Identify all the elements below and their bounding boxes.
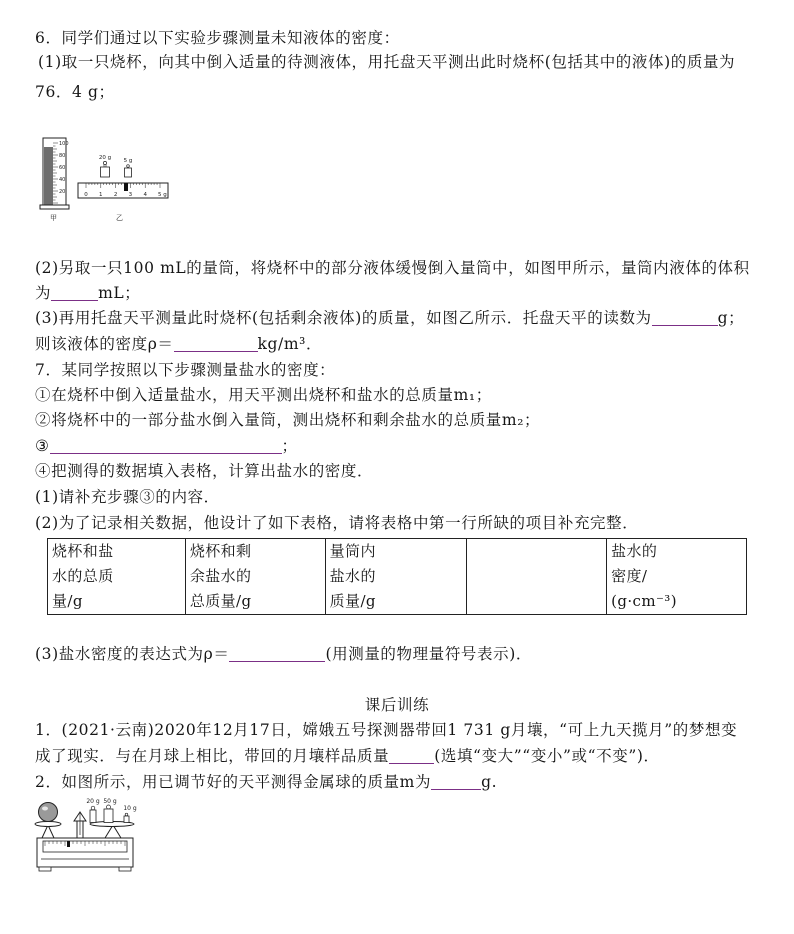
base-rider <box>67 841 70 847</box>
ruler-scale-label: 5 g <box>158 192 167 198</box>
weight-label: 5 g <box>123 158 133 164</box>
q6-density-text: 则该液体的密度ρ＝ <box>35 335 174 353</box>
liquid-column <box>44 147 53 205</box>
table-cell-line: 量筒内 <box>329 542 376 560</box>
weight-20g <box>90 810 96 823</box>
table-header-row <box>48 539 747 615</box>
cylinder-scale-label: 20 <box>59 189 66 195</box>
q7-sub-3-note: (用测量的物理量符号表示)． <box>325 645 532 663</box>
q7-step-3-end: ； <box>281 437 298 455</box>
measuring-cylinder <box>40 138 69 222</box>
table-cell-line: 烧杯和剩 <box>189 542 252 560</box>
ac-q2-unit: g. <box>481 773 498 791</box>
weight-knob <box>103 161 106 164</box>
table-cell-line: 余盐水的 <box>189 567 252 585</box>
q6-part3-line2 <box>35 334 322 354</box>
table-cell-remaining-mass <box>185 539 325 615</box>
figure-label-yi: 乙 <box>116 214 123 222</box>
right-pan-with-weights <box>86 798 137 838</box>
weight-label: 50 g <box>103 798 117 805</box>
beam-scale-ruler <box>78 183 168 198</box>
figure-balance-with-metal-ball <box>33 797 143 875</box>
ac-q1-line1: 1．(2021·云南)2020年12月17日，嫦娥五号探测器带回1 731 g月壤，“可上九天揽月”的梦想变 <box>35 721 738 739</box>
metal-ball <box>39 803 58 822</box>
answer-blank-ball-mass <box>431 774 481 790</box>
ruler-scale-label: 1 <box>99 192 103 198</box>
weight-label: 10 g <box>123 805 137 812</box>
q7-step-2: ②将烧杯中的一部分盐水倒入量筒，测出烧杯和剩余盐水的总质量m₂； <box>35 411 541 429</box>
ruler-scale-label: 2 <box>113 192 118 198</box>
ball-highlight <box>42 807 48 811</box>
weight-label: 20 g <box>86 798 100 805</box>
q7-step-3 <box>35 436 298 456</box>
table-cell-line: 量/g <box>52 592 83 610</box>
cylinder-scale-label: 80 <box>59 153 66 159</box>
q7-stem: 7．某同学按照以下步骤测量盐水的密度： <box>35 361 336 379</box>
table-cell-line: 烧杯和盐 <box>52 542 114 560</box>
cylinder-scale-label: 40 <box>59 177 66 183</box>
table-cell-line: 盐水的 <box>611 542 658 560</box>
table-cell-line: 质量/g <box>329 592 376 610</box>
table-cell-missing-item <box>467 539 607 615</box>
q7-step-1: ①在烧杯中倒入适量盐水，用天平测出烧杯和盐水的总质量m₁； <box>35 386 492 404</box>
q6-density-unit: kg/m³． <box>257 335 323 353</box>
cylinder-scale-label: 100 <box>59 141 69 147</box>
answer-blank-mass <box>652 310 718 326</box>
q7-step-3-marker: ③ <box>35 437 50 455</box>
q6-part2-line1: (2)另取一只100 mL的量筒，将烧杯中的部分液体缓慢倒入量筒中，如图甲所示，量筒内液体的体积 <box>35 259 750 277</box>
ruler-scale-label: 4 <box>143 192 147 198</box>
balance-reading <box>78 155 168 222</box>
answer-blank-volume <box>51 285 98 301</box>
q6-part3-text: (3)再用托盘天平测量此时烧杯(包括剩余液体)的质量，如图乙所示．托盘天平的读数为 <box>35 309 652 327</box>
q6-stem: 6．同学们通过以下实验步骤测量未知液体的密度： <box>35 29 400 47</box>
table-cell-line: 水的总质 <box>52 567 114 585</box>
left-pan <box>35 822 61 827</box>
table-cell-line: 总质量/g <box>189 592 252 610</box>
q6-part3-unit: g； <box>717 309 745 327</box>
ac-q2-line <box>35 772 497 792</box>
q7-sub-3 <box>35 644 532 664</box>
figure-cylinder-and-balance <box>40 132 175 224</box>
cylinder-base <box>40 205 69 209</box>
balance-base <box>37 838 133 871</box>
weight-knob <box>125 813 128 816</box>
figure-label-jia: 甲 <box>50 214 57 222</box>
q6-part2-text: 为 <box>35 284 52 302</box>
weight-label: 20 g <box>98 155 112 161</box>
answer-blank-step3 <box>50 438 282 454</box>
q6-part1-line1: (1)取一只烧杯，向其中倒入适量的待测液体，用托盘天平测出此时烧杯(包括其中的液体)的质量为 <box>38 53 736 71</box>
q6-part2-unit: mL； <box>98 284 141 302</box>
section-heading: 课后训练 <box>364 696 430 714</box>
q6-part1-line2: 76．4 g； <box>35 83 115 101</box>
q7-sub-2: (2)为了记录相关数据，他设计了如下表格，请将表格中第一行所缺的项目补充完整． <box>35 514 639 532</box>
center-pillar <box>74 812 86 838</box>
weight-knob <box>91 806 95 810</box>
salt-water-data-table <box>47 538 747 615</box>
ac-q1-text: 成了现实．与在月球上相比，带回的月壤样品质量 <box>35 747 390 765</box>
ruler-scale-label: 3 <box>128 192 133 198</box>
ac-q2-text: 2．如图所示，用已调节好的天平测得金属球的质量m为 <box>35 773 432 791</box>
weight-20g <box>101 167 110 177</box>
table-cell-cylinder-mass <box>325 539 467 615</box>
weight-knob <box>107 805 111 809</box>
ac-q1-line2 <box>35 746 660 766</box>
base-foot-right <box>119 867 131 871</box>
answer-blank-mass-change <box>389 748 434 764</box>
answer-blank-expression <box>229 646 325 662</box>
weight-50g <box>104 809 113 823</box>
base-foot-left <box>39 867 51 871</box>
q6-part3-line1 <box>35 308 744 328</box>
q6-part2-line2 <box>35 283 140 303</box>
table-cell-total-mass <box>48 539 186 615</box>
weight-5g <box>125 168 132 177</box>
cylinder-scale-label: 60 <box>59 165 66 171</box>
q7-sub-3-text: (3)盐水密度的表达式为ρ＝ <box>35 645 230 663</box>
q7-step-4: ④把测得的数据填入表格，计算出盐水的密度． <box>35 462 374 480</box>
weight-10g <box>124 816 129 823</box>
table-cell-line: 密度/ <box>611 567 648 585</box>
ruler-scale-label: 0 <box>84 192 88 198</box>
weight-knob <box>127 165 130 168</box>
table-cell-line: (g·cm⁻³) <box>611 592 677 610</box>
answer-blank-density <box>174 336 258 352</box>
q7-sub-1: (1)请补充步骤③的内容． <box>35 488 220 506</box>
ac-q1-options: (选填“变大”“变小”或“不变”)． <box>434 747 660 765</box>
table-cell-line: 盐水的 <box>329 567 376 585</box>
table-cell-density <box>607 539 747 615</box>
balance-rider <box>124 183 128 191</box>
left-pan-with-ball <box>35 803 61 839</box>
